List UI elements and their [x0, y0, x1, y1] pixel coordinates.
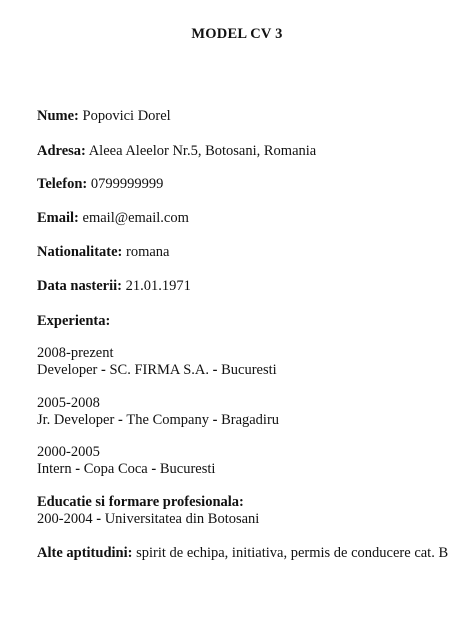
job-period: 2000-2005: [37, 444, 100, 460]
job-description: [37, 362, 277, 379]
birthdate-row: [37, 278, 191, 295]
nationality-label: Nationalitate:: [37, 244, 123, 260]
name-value: Popovici Dorel: [82, 108, 171, 124]
skills-label: Alte aptitudini:: [37, 545, 133, 561]
birthdate-value: 21.01.1971: [125, 278, 191, 294]
job-separator: -: [208, 412, 222, 428]
address-row: [37, 143, 316, 160]
phone-label: Telefon:: [37, 176, 88, 192]
education-period: 200-2004: [37, 511, 93, 527]
education-separator: -: [92, 511, 105, 527]
job-period: 2005-2008: [37, 395, 100, 411]
document-title: MODEL CV 3: [191, 26, 283, 42]
address-label: Adresa:: [37, 143, 86, 159]
job-period: 2008-prezent: [37, 345, 114, 361]
email-row: [37, 210, 189, 227]
skills-value: spirit de echipa, initiativa, permis de conducere cat. B: [136, 545, 449, 561]
job-separator: -: [209, 362, 222, 378]
email-value: email@email.com: [82, 210, 189, 226]
job-separator: -: [114, 412, 127, 428]
name-row: [37, 108, 171, 125]
job-company: The Company: [126, 412, 209, 428]
job-separator: -: [147, 461, 160, 477]
education-institution: Universitatea din Botosani: [104, 511, 260, 527]
job-description: [37, 412, 279, 429]
job-title: Intern: [37, 461, 72, 477]
job-city: Bucuresti: [159, 461, 216, 477]
job-separator: -: [71, 461, 84, 477]
birthdate-label: Data nasterii:: [37, 278, 122, 294]
job-title: Developer: [37, 362, 98, 378]
phone-value: 0799999999: [90, 176, 164, 192]
job-company: Copa Coca: [83, 461, 148, 477]
experience-heading: Experienta:: [37, 313, 111, 329]
address-value: Aleea Aleelor Nr.5, Botosani, Romania: [88, 143, 317, 159]
education-entry: [37, 511, 259, 528]
job-company: SC. FIRMA S.A.: [109, 362, 210, 378]
email-label: Email:: [37, 210, 79, 226]
education-heading: Educatie si formare profesionala:: [37, 494, 244, 510]
job-description: [37, 461, 215, 478]
name-label: Nume:: [37, 108, 79, 124]
nationality-row: [37, 244, 169, 261]
nationality-value: romana: [126, 244, 170, 260]
phone-row: [37, 176, 163, 193]
job-city: Bragadiru: [221, 412, 280, 428]
skills-row: [37, 545, 448, 562]
job-separator: -: [97, 362, 110, 378]
job-city: Bucuresti: [221, 362, 277, 378]
job-title: Jr. Developer: [37, 412, 115, 428]
